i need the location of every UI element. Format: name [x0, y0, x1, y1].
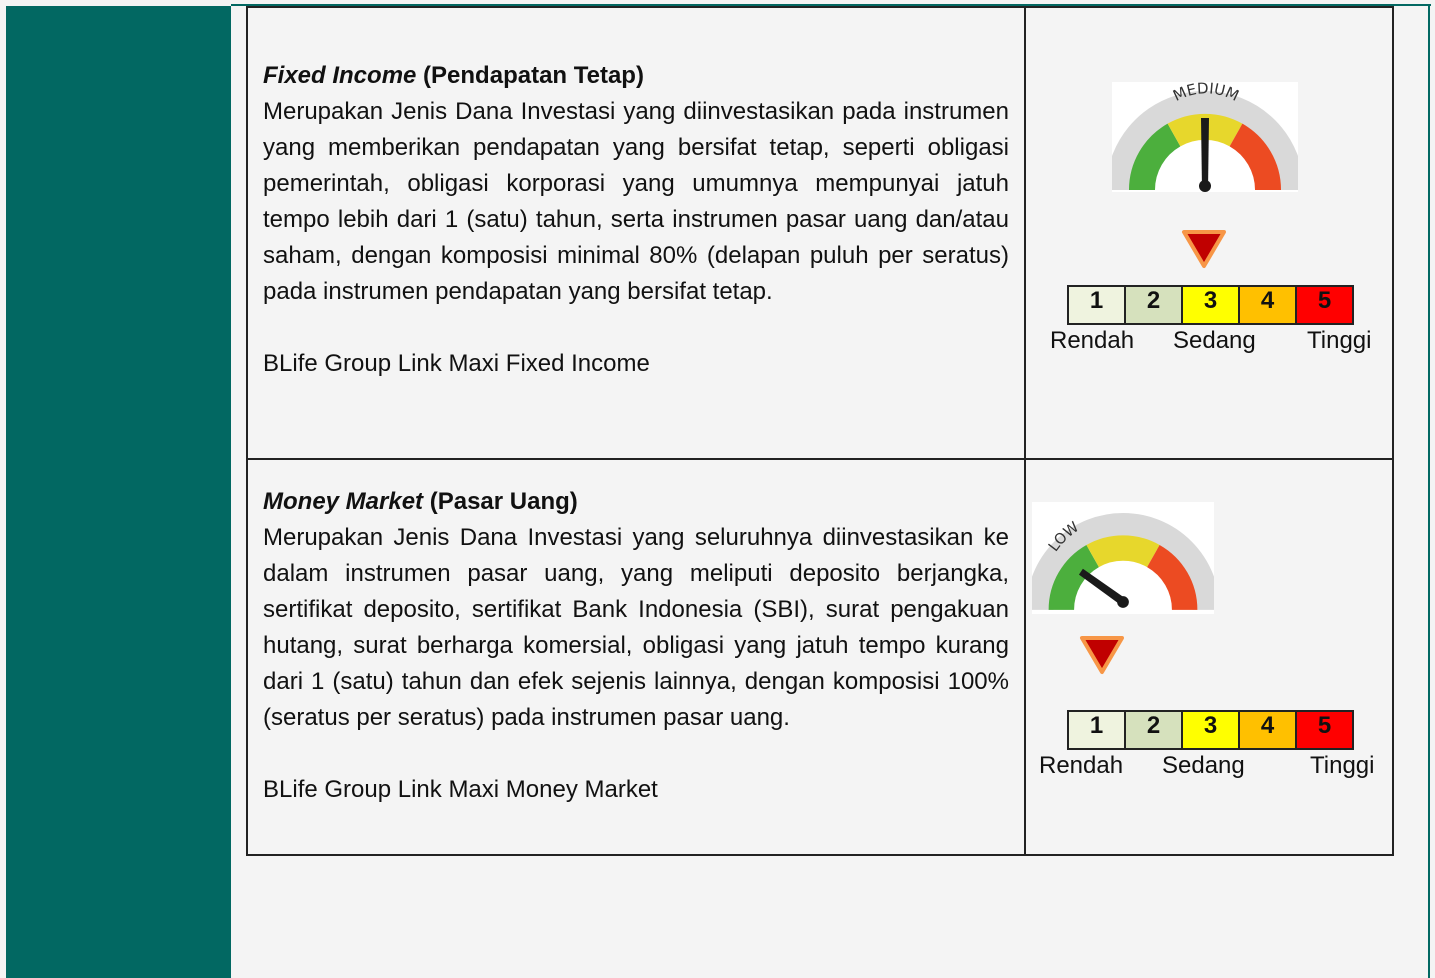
fund-description: Merupakan Jenis Dana Investasi yang seluruhnya diinvestasikan ke dalam instrumen pasar uang, yang meliputi deposito berjangka, sertifikat deposito, sertifikat Bank Indonesia (SBI), surat pengakuan hutang, surat berharga komersial, obligasi yang jatuh tempo kurang dari 1 (satu) tahun dan efek sejenis lainnya, dengan komposisi 100% (seratus per seratus) pada instrumen pasar uang.: [263, 524, 1009, 731]
speedometer-icon: [1032, 502, 1214, 614]
risk-low-label: Rendah: [1050, 327, 1135, 354]
risk-level-3: 3: [1182, 711, 1239, 749]
risk-scale: [1067, 285, 1354, 325]
fund-description: Merupakan Jenis Dana Investasi yang diinvestasikan pada instrumen yang memberikan pendapatan yang bersifat tetap, seperti obligasi pemerintah, obligasi korporasi yang umumnya mempunyai jatuh tempo lebih dari 1 (satu) tahun, serta instrumen pasar uang dan/atau saham, dengan komposisi minimal 80% (delapan puluh per seratus) pada instrumen pendapatan yang bersifat tetap.: [263, 98, 1009, 305]
fund-title-id: (Pasar Uang): [429, 488, 578, 515]
gauge-label: LOW: [1045, 518, 1083, 555]
risk-level-1: 1: [1068, 286, 1125, 324]
fund-title-en: Money Market: [263, 488, 424, 515]
fund-name: BLife Group Link Maxi Money Market: [263, 776, 658, 803]
triangle-down-icon: [1079, 635, 1125, 675]
fund-row-fixed-income: [247, 7, 1393, 459]
risk-level-4: 4: [1239, 286, 1296, 324]
risk-mid-label: Sedang: [1173, 327, 1256, 354]
gauge-label: MEDIUM: [1170, 82, 1242, 105]
risk-level-2: 2: [1125, 286, 1182, 324]
sidebar-band: [6, 6, 231, 978]
risk-scale: [1067, 710, 1354, 750]
fund-title: [263, 58, 1009, 94]
risk-level-2: 2: [1125, 711, 1182, 749]
fund-title-en: Fixed Income: [263, 62, 417, 89]
risk-high-label: Tinggi: [1310, 752, 1375, 779]
fund-name: BLife Group Link Maxi Fixed Income: [263, 350, 650, 377]
risk-mid-label: Sedang: [1162, 752, 1245, 779]
risk-cell: [1025, 459, 1393, 855]
fund-description-cell: [247, 459, 1025, 855]
risk-high-label: Tinggi: [1307, 327, 1372, 354]
risk-cell: [1025, 7, 1393, 459]
fund-table: [246, 6, 1394, 856]
fund-row-money-market: [247, 459, 1393, 855]
risk-level-5: 5: [1296, 711, 1353, 749]
triangle-down-icon: [1181, 229, 1227, 269]
risk-level-4: 4: [1239, 711, 1296, 749]
risk-low-label: Rendah: [1039, 752, 1124, 779]
fund-title: [263, 484, 1009, 520]
fund-title-id: (Pendapatan Tetap): [423, 62, 644, 89]
risk-level-3: 3: [1182, 286, 1239, 324]
right-rule: [1428, 4, 1430, 978]
risk-level-1: 1: [1068, 711, 1125, 749]
fund-description-cell: [247, 7, 1025, 459]
speedometer-icon: [1112, 82, 1298, 192]
risk-level-5: 5: [1296, 286, 1353, 324]
